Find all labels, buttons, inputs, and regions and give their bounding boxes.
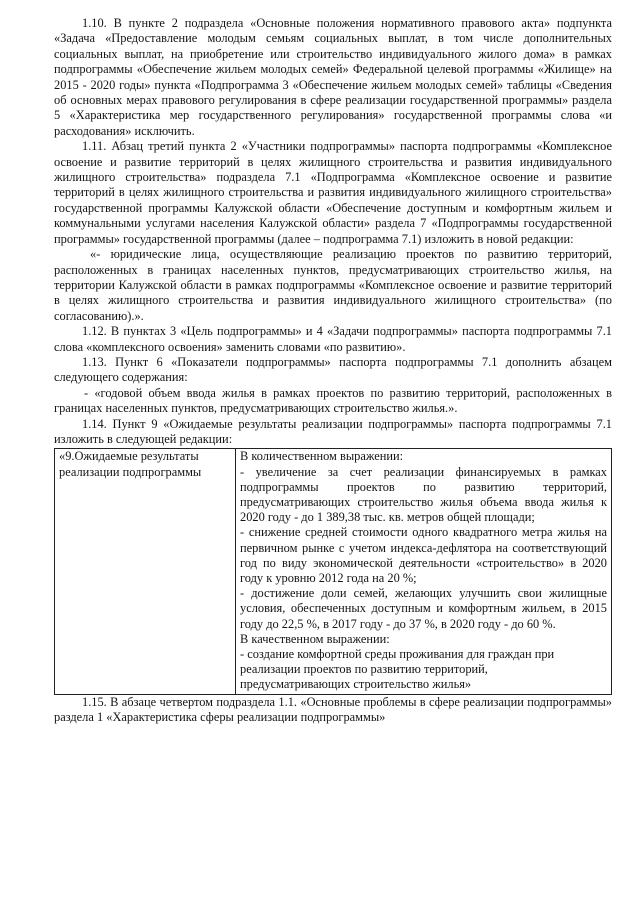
table-row [55,449,612,694]
table-cell-title [55,449,236,694]
paragraph-1-11-quote: «- юридические лица, осуществляющие реализацию проектов по развитию территорий, расположенных в границах населенных пунктов, предусматривающих строительство жилья, на территории Калужской области в рамках подпрограммы «Комплексное освоение и развитие территорий в целях жилищного строительства и развития индивидуального жилищного строительства» (по согласованию).». [54,247,612,323]
table-title-line: «9.Ожидаемые результаты [59,449,199,464]
quantitative-header: В количественном выражении: [240,449,404,464]
paragraph-1-12: 1.12. В пунктах 3 «Цель подпрограммы» и 4 «Задачи подпрограммы» паспорта подпрограммы 7.1 слова «комплексного освоения» заменить словами «по развитию». [54,324,612,354]
paragraph-1-13-quote: - «годовой объем ввода жилья в рамках проектов по развитию территорий, расположенных в границах населенных пунктов, предусматривающих строительство жилья.». [54,385,612,416]
qualitative-header: В качественном выражении: [240,631,390,646]
table-title-line: реализации подпрограммы [59,464,202,479]
paragraph-1-14: 1.14. Пункт 9 «Ожидаемые результаты реализации подпрограммы» паспорта подпрограммы 7.1 изложить в следующей редакции: [54,416,612,446]
paragraph-1-15: 1.15. В абзаце четвертом подраздела 1.1. «Основные проблемы в сфере реализации подпрограммы» раздела 1 «Характеристика сферы реализации подпрограммы» [54,694,612,725]
qualitative-line: - создание комфортной среды проживания для граждан при [240,647,555,662]
paragraph-1-11: 1.11. Абзац третий пункта 2 «Участники подпрограммы» паспорта подпрограммы «Комплексное освоение и развитие территорий в целях жилищного строительства и развития индивидуального жилищного строительства» подраздела 7.1 «Подпрограмма «Комплексное освоение и развитие территорий в целях жилищного строительства и развития индивидуального жилищного строительства» государственной программы Калужской области «Обеспечение доступным и комфортным жильем и коммунальными услугами населения Калужской области» раздела 7 «Подпрограммы государственной программы» государственной программы (далее – подпрограмма 7.1) изложить в новой редакции: [54,139,612,246]
qualitative-line: предусматривающих строительство жилья» [240,677,472,692]
expected-results-table [54,448,612,694]
paragraph-1-10: 1.10. В пункте 2 подраздела «Основные положения нормативного правового акта» подпункта «Задача «Предоставление молодым семьям социальных выплат, в том числе дополнительных социальных выплат, на приобретение или строительство индивидуального жилого дома» в рамках подпрограммы «Обеспечение жильем молодых семей» Федеральной целевой программы «Жилище» на 2015 - 2020 годы» пункта «Подпрограмма 3 «Обеспечение жильем молодых семей» таблицы «Сведения об основных мерах правового регулирования в сфере реализации государственной программы» раздела 5 «Характеристика мер государственного регулирования» государственной программы слова «и расходования» исключить. [54,16,612,138]
table-cell-content [236,449,612,694]
qualitative-line: реализации проектов по развитию территорий, [240,662,488,677]
result-item: - снижение средней стоимости одного квадратного метра жилья на первичном рынке с учетом индекса-дефлятора на соответствующий год по виду экономической деятельности «строительство» в 2020 году к уровню 2012 года на 20 %; [240,525,607,585]
result-item: - достижение доли семей, желающих улучшить свои жилищные условия, обеспеченных доступным и комфортным жильем, в 2015 году до 22,5 %, в 2017 году - до 37 %, в 2020 году - до 60 %. [240,586,607,631]
result-item: - увеличение за счет реализации финансируемых в рамках подпрограммы проектов по развитию территорий, предусматривающих строительство жилья объема ввода жилья к 2020 году - до 1 389,38 тыс. кв. метров общей площади; [240,464,607,525]
paragraph-1-13: 1.13. Пункт 6 «Показатели подпрограммы» паспорта подпрограммы 7.1 дополнить абзацем следующего содержания: [54,354,612,385]
